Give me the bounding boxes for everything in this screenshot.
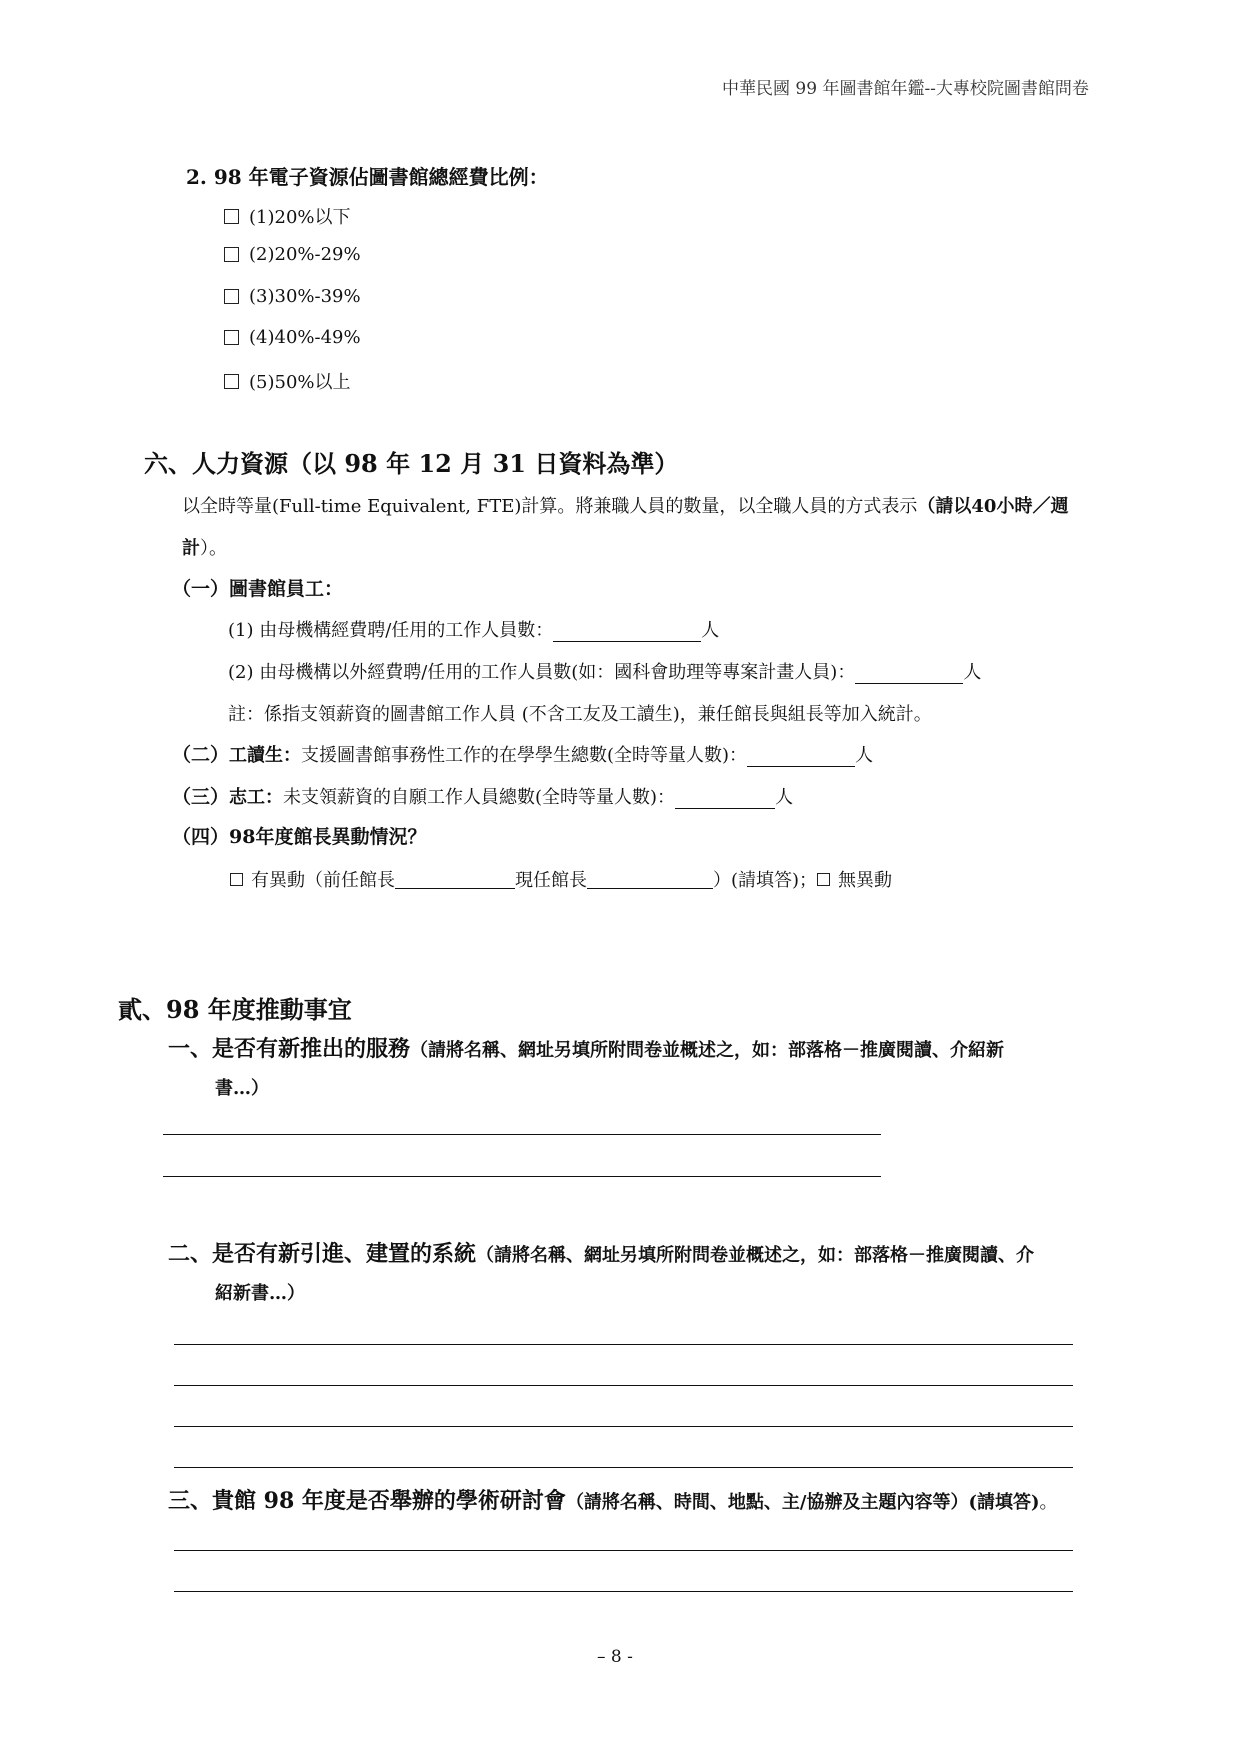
intro-bold-end: 計 (182, 538, 200, 559)
option-1[interactable] (224, 203, 351, 229)
q3-main: 三、貴館 98 年度是否舉辦的學術研討會 (168, 1488, 566, 1514)
checkbox-icon[interactable] (817, 873, 830, 886)
sub4-options (230, 866, 892, 892)
q1-paren: （請將名稱、網址另填所附問卷並概述之，如：部落格－推廣閱讀、介紹新 (410, 1040, 1005, 1061)
changed-label: 有異動（前任館長 (251, 870, 395, 891)
former-director-blank[interactable] (395, 870, 515, 889)
answer-line[interactable] (174, 1344, 1073, 1345)
q1-line2: 書…） (215, 1078, 269, 1099)
answer-line[interactable] (163, 1176, 881, 1177)
sub1-title: （一）圖書館員工： (172, 578, 344, 600)
sub2-blank[interactable] (747, 748, 855, 767)
sub2-bold: 工讀生： (229, 745, 302, 766)
q1-main: 一、是否有新推出的服務 (168, 1036, 411, 1062)
option-label: (3)30%-39% (249, 286, 361, 307)
option-4[interactable] (224, 327, 361, 348)
option-label: (4)40%-49% (249, 327, 361, 348)
q3-paren: （請將名稱、時間、地點、主/協辦及主題內容等）(請填答) (565, 1492, 1040, 1513)
part2-q3 (168, 1484, 1058, 1515)
option-label: (5)50%以上 (249, 372, 351, 393)
sub2-text: 支援圖書館事務性工作的在學學生總數(全時等量人數)： (301, 745, 748, 766)
sub3-prefix: （三） (172, 786, 230, 808)
unchanged-label: 無異動 (838, 870, 893, 891)
sub1-item1 (228, 616, 719, 642)
option-label: (2)20%-29% (249, 244, 361, 265)
current-label: 現任館長 (515, 870, 587, 891)
intro-text: 以全時等量(Full-time Equivalent, FTE)計算。將兼職人員的數量，以全職人員的方式表示 (182, 496, 918, 517)
part-2-title: 貳、98 年度推動事宜 (118, 995, 352, 1024)
q2-line2: 紹新書…） (215, 1283, 305, 1304)
sub4-title: （四）98年度館長異動情況？ (172, 826, 427, 848)
answer-line[interactable] (174, 1467, 1073, 1468)
sub3-blank[interactable] (675, 790, 775, 809)
sub2-prefix: （二） (172, 744, 230, 766)
checkbox-icon[interactable] (224, 247, 239, 262)
sub3-bold: 志工： (229, 787, 284, 808)
close-label: ）(請填答)； (713, 870, 818, 891)
option-2[interactable] (224, 244, 361, 265)
intro-bold: （請以40小時／週 (917, 496, 1069, 517)
sub2-unit: 人 (855, 745, 874, 766)
item2-unit: 人 (963, 662, 982, 683)
sub1-item2 (228, 658, 981, 684)
section-6-intro (182, 492, 1068, 518)
item2-label: (2) 由母機構以外經費聘/任用的工作人員數(如：國科會助理等專案計畫人員)： (228, 662, 856, 683)
question-2-title: 2. 98 年電子資源佔圖書館總經費比例： (186, 165, 549, 189)
checkbox-icon[interactable] (230, 873, 243, 886)
answer-line[interactable] (174, 1591, 1073, 1592)
page-number: – 8 - (597, 1647, 633, 1667)
q3-end: 。 (1039, 1492, 1058, 1513)
part2-q2 (168, 1237, 1034, 1268)
item2-blank[interactable] (855, 665, 963, 684)
q2-main: 二、是否有新引進、建置的系統 (168, 1241, 477, 1267)
checkbox-icon[interactable] (224, 374, 239, 389)
answer-line[interactable] (174, 1550, 1073, 1551)
page-header: 中華民國 99 年圖書館年鑑--大專校院圖書館問卷 (722, 79, 1089, 99)
section-6-title: 六、人力資源（以 98 年 12 月 31 日資料為準） (144, 449, 679, 478)
sub3-unit: 人 (775, 787, 794, 808)
item1-blank[interactable] (553, 623, 701, 642)
current-director-blank[interactable] (587, 870, 713, 889)
section-6-intro-line2 (182, 534, 227, 560)
option-5[interactable] (224, 368, 351, 394)
checkbox-icon[interactable] (224, 209, 239, 224)
part2-q1 (168, 1032, 1004, 1063)
option-3[interactable] (224, 286, 361, 307)
checkbox-icon[interactable] (224, 289, 239, 304)
intro-end: ）。 (200, 538, 227, 559)
answer-line[interactable] (163, 1134, 881, 1135)
sub1-note: 註：係指支領薪資的圖書館工作人員 (不含工友及工讀生)，兼任館長與組長等加入統計。 (228, 704, 932, 725)
sub2 (172, 740, 873, 767)
q2-paren: （請將名稱、網址另填所附問卷並概述之，如：部落格－推廣閱讀、介 (476, 1245, 1035, 1266)
item1-label: (1) 由母機構經費聘/任用的工作人員數： (228, 620, 554, 641)
sub3-text: 未支領薪資的自願工作人員總數(全時等量人數)： (283, 787, 676, 808)
answer-line[interactable] (174, 1385, 1073, 1386)
item1-unit: 人 (701, 620, 720, 641)
option-label: (1)20%以下 (249, 207, 351, 228)
checkbox-icon[interactable] (224, 330, 239, 345)
sub3 (172, 782, 793, 809)
answer-line[interactable] (174, 1426, 1073, 1427)
